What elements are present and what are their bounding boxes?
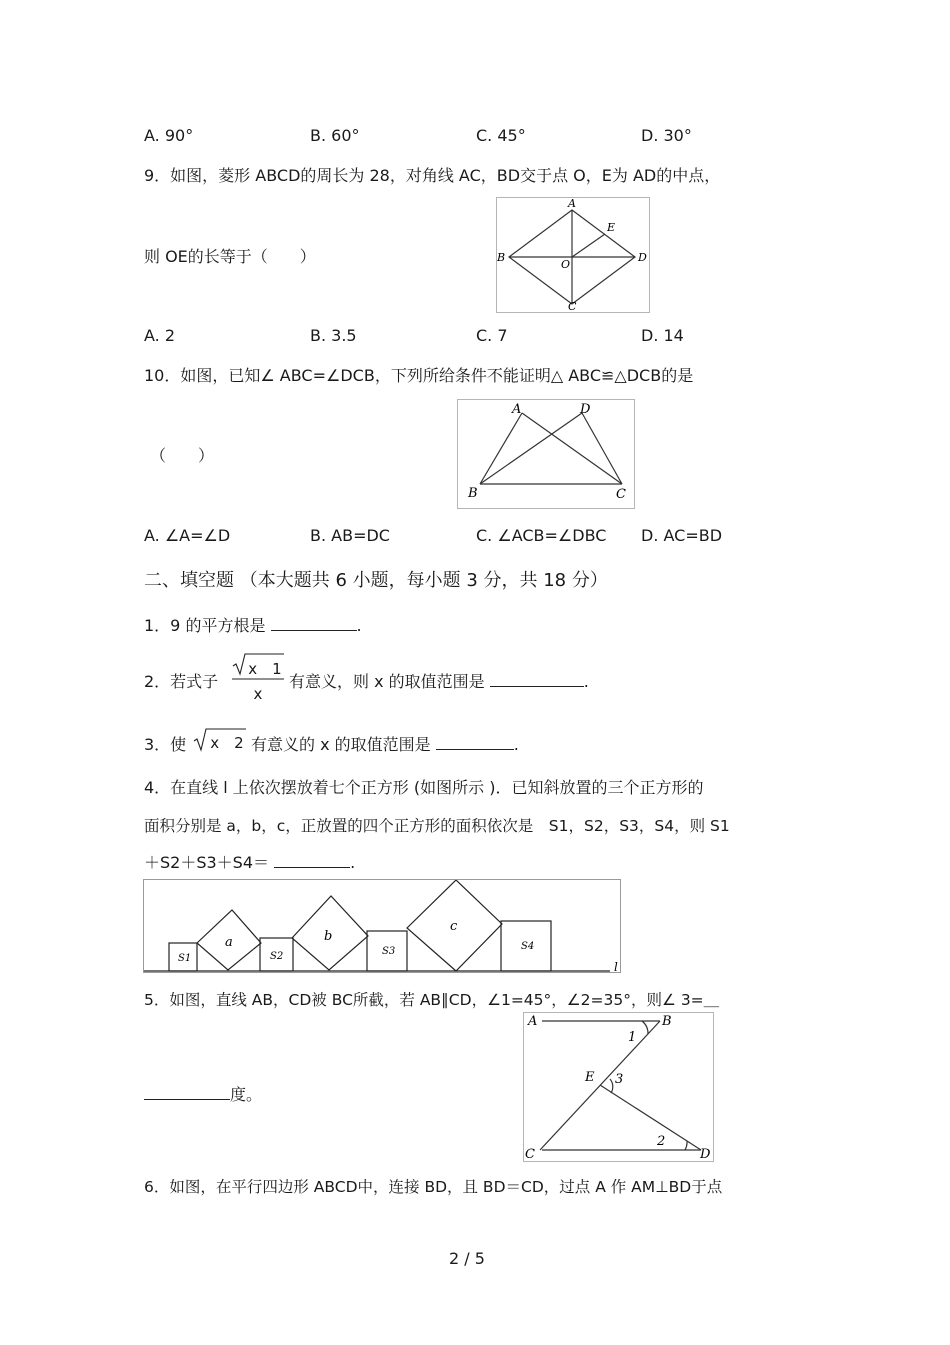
q10-option-a: A. ∠A=∠D (144, 526, 231, 545)
q8-option-c: C. 45° (476, 126, 526, 145)
fill-q5-end: 度。 (230, 1085, 263, 1104)
square-s4-label: S4 (521, 941, 535, 952)
fill-q2-blank (490, 672, 584, 687)
q10-option-c: C. ∠ACB=∠DBC (476, 526, 607, 545)
q5-label-b: B (662, 1014, 672, 1029)
sqrt-expression (192, 726, 248, 754)
fill-q3-end: . (513, 735, 519, 754)
q9-label-o: O (561, 258, 571, 271)
triangles-figure (457, 399, 635, 509)
q8-option-a: A. 90° (144, 126, 194, 145)
q9-stem-line2: 则 OE的长等于（ ） (144, 247, 316, 266)
fraction-numerator: x 1 (248, 660, 282, 678)
q9-label-d: D (638, 251, 647, 264)
fill-q3-suffix: 有意义的 x 的取值范围是 (251, 735, 431, 754)
square-b-label: b (324, 929, 333, 944)
q9-option-a: A. 2 (144, 326, 176, 345)
sqrt-radicand: x 2 (210, 734, 244, 752)
q5-label-e: E (585, 1070, 595, 1085)
squares-figure (143, 879, 621, 973)
q5-label-c: C (525, 1147, 535, 1161)
q5-label-d: D (700, 1147, 711, 1161)
fill-q2 (289, 669, 589, 692)
page-number: 2 / 5 (449, 1249, 485, 1268)
fraction-sqrt (230, 652, 286, 704)
fill-q4-line2: 面积分别是 a，b，c，正放置的四个正方形的面积依次是 S1，S2，S3，S4，则 S1 (144, 817, 730, 835)
fill-q4-line3 (144, 850, 355, 873)
square-s1-label: S1 (178, 953, 192, 964)
fill-q2-prefix: 2．若式子 (144, 672, 219, 691)
q10-label-b: B (468, 486, 478, 501)
fill-q1-blank (271, 616, 357, 631)
q5-angle-3: 3 (615, 1072, 624, 1087)
q10-stem-line1: 10．如图，已知∠ ABC=∠DCB，下列所给条件不能证明△ ABC≌△DCB的是 (144, 366, 694, 385)
square-a-label: a (225, 935, 233, 950)
fill-q4-line3-text: ＋S2＋S3＋S4＝ (144, 853, 270, 872)
square-s3-label: S3 (382, 946, 396, 957)
square-c-label: c (450, 919, 458, 934)
q9-option-c: C. 7 (476, 326, 508, 345)
fill-q3-blank (436, 735, 514, 750)
fill-q1 (144, 613, 362, 636)
q10-stem-line2: （ ） (150, 446, 215, 465)
rhombus-figure (496, 197, 650, 313)
fill-q2-suffix: 有意义，则 x 的取值范围是 (289, 672, 485, 691)
fraction-denominator: x (253, 685, 263, 703)
section-title: 二、填空题 （本大题共 6 小题，每小题 3 分，共 18 分） (144, 570, 608, 591)
line-l-label: l (614, 960, 618, 972)
q9-label-a: A (568, 198, 576, 210)
fill-q3-prefix: 3．使 (144, 735, 187, 754)
q10-label-c: C (616, 487, 626, 502)
q5-angle-1: 1 (628, 1030, 637, 1045)
fill-q5-blank (144, 1085, 230, 1100)
q5-angle-2: 2 (657, 1134, 666, 1149)
fill-q4-end: . (350, 853, 356, 872)
fill-q5-line2 (144, 1082, 262, 1105)
q9-label-e: E (607, 221, 616, 234)
parallel-lines-figure (523, 1012, 714, 1162)
q9-label-b: B (497, 251, 506, 264)
fill-q2-end: . (583, 672, 589, 691)
q9-option-d: D. 14 (641, 326, 684, 345)
q9-label-c: C (568, 300, 577, 312)
q10-label-a: A (512, 402, 522, 417)
fill-q6-line1: 6．如图，在平行四边形 ABCD中，连接 BD，且 BD＝CD，过点 A 作 AM⊥BD于点 (144, 1178, 723, 1196)
q9-option-b: B. 3.5 (310, 326, 357, 345)
q8-option-d: D. 30° (641, 126, 692, 145)
fill-q1-text: 1．9 的平方根是 (144, 616, 266, 635)
fill-q1-end: . (356, 616, 362, 635)
q10-option-d: D. AC=BD (641, 526, 723, 545)
q9-stem-line1: 9．如图，菱形 ABCD的周长为 28，对角线 AC，BD交于点 O，E为 AD的中点， (144, 166, 721, 185)
fill-q4-line1: 4．在直线 l 上依次摆放着七个正方形 (如图所示 )．已知斜放置的三个正方形的 (144, 778, 704, 797)
fill-q3 (251, 732, 519, 755)
q8-option-b: B. 60° (310, 126, 360, 145)
fill-q4-blank (274, 853, 350, 868)
q5-label-a: A (528, 1014, 538, 1029)
q10-label-d: D (580, 402, 591, 417)
fill-q5-line1: 5．如图，直线 AB，CD被 BC所截，若 AB∥CD，∠1=45°，∠2=35°，则∠ 3=＿ (144, 991, 720, 1009)
q10-option-b: B. AB=DC (310, 526, 390, 545)
square-s2-label: S2 (270, 951, 284, 962)
